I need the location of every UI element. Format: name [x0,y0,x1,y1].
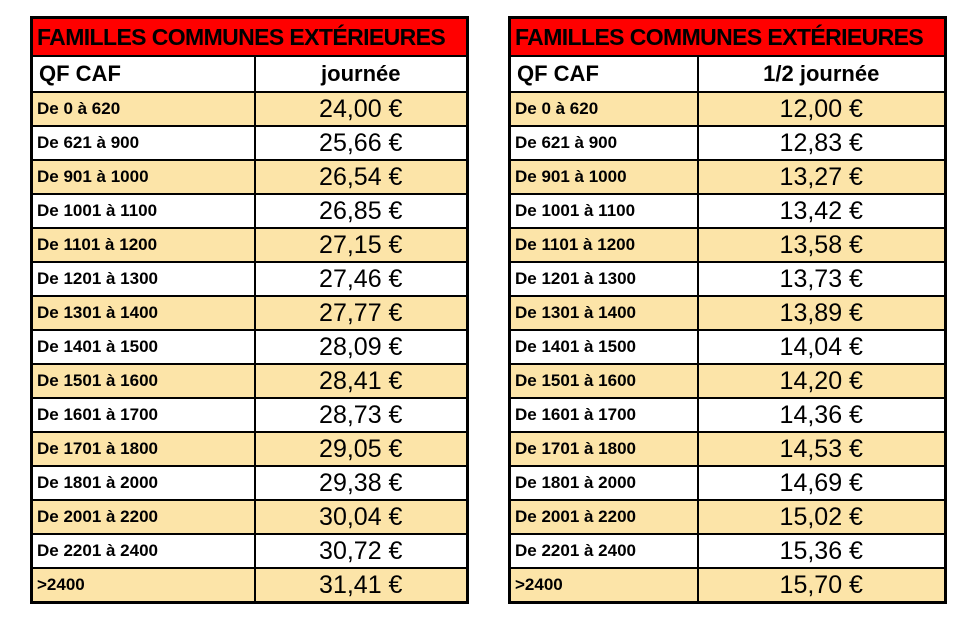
price-cell: 12,83 € [698,126,946,160]
qf-range-cell: De 901 à 1000 [510,160,698,194]
table-row [510,160,946,194]
table-row [510,432,946,466]
price-cell: 30,04 € [255,500,468,534]
price-cell: 28,41 € [255,364,468,398]
qf-range-cell: De 2001 à 2200 [510,500,698,534]
table-row [510,364,946,398]
qf-range-cell: De 1701 à 1800 [32,432,255,466]
qf-range-cell: De 1601 à 1700 [32,398,255,432]
column-header-qf-caf: QF CAF [510,56,698,92]
price-cell: 13,27 € [698,160,946,194]
table-row [32,160,468,194]
price-cell: 26,85 € [255,194,468,228]
tariff-table-demi-journee [508,16,947,604]
price-cell: 14,36 € [698,398,946,432]
table-row [510,194,946,228]
table-row [32,466,468,500]
qf-range-cell: De 1801 à 2000 [510,466,698,500]
price-cell: 27,77 € [255,296,468,330]
qf-range-cell: >2400 [510,568,698,603]
price-cell: 26,54 € [255,160,468,194]
price-cell: 14,20 € [698,364,946,398]
price-cell: 29,38 € [255,466,468,500]
qf-range-cell: De 1501 à 1600 [32,364,255,398]
table-row [510,568,946,603]
qf-range-cell: De 1201 à 1300 [510,262,698,296]
table-row [32,296,468,330]
price-cell: 14,69 € [698,466,946,500]
table-title-row [32,18,468,57]
qf-range-cell: De 2001 à 2200 [32,500,255,534]
price-cell: 15,36 € [698,534,946,568]
qf-range-cell: De 2201 à 2400 [510,534,698,568]
qf-range-cell: De 2201 à 2400 [32,534,255,568]
price-cell: 30,72 € [255,534,468,568]
qf-range-cell: De 1701 à 1800 [510,432,698,466]
table-row [510,500,946,534]
table-row [32,568,468,603]
price-cell: 25,66 € [255,126,468,160]
table-row [32,398,468,432]
table-row [32,534,468,568]
price-cell: 24,00 € [255,92,468,126]
table-row [510,296,946,330]
table-title-row [510,18,946,57]
table-row [510,534,946,568]
price-cell: 29,05 € [255,432,468,466]
qf-range-cell: De 1401 à 1500 [510,330,698,364]
table-row [510,262,946,296]
price-cell: 15,70 € [698,568,946,603]
price-cell: 27,46 € [255,262,468,296]
table-row [32,126,468,160]
table-row [510,92,946,126]
qf-range-cell: De 1501 à 1600 [510,364,698,398]
table-row [510,466,946,500]
table-row [32,330,468,364]
price-cell: 12,00 € [698,92,946,126]
tariff-table-journee [30,16,469,604]
table-row [32,500,468,534]
tariff-table-body [510,18,946,603]
table-header-row [32,56,468,92]
qf-range-cell: De 1301 à 1400 [510,296,698,330]
qf-range-cell: De 1101 à 1200 [32,228,255,262]
qf-range-cell: De 621 à 900 [510,126,698,160]
qf-range-cell: De 1401 à 1500 [32,330,255,364]
table-row [32,262,468,296]
column-header-qf-caf: QF CAF [32,56,255,92]
price-cell: 28,09 € [255,330,468,364]
price-cell: 28,73 € [255,398,468,432]
table-row [510,398,946,432]
price-cell: 13,89 € [698,296,946,330]
table-row [510,330,946,364]
price-cell: 13,58 € [698,228,946,262]
qf-range-cell: De 1801 à 2000 [32,466,255,500]
price-cell: 13,42 € [698,194,946,228]
price-cell: 15,02 € [698,500,946,534]
qf-range-cell: De 1001 à 1100 [510,194,698,228]
qf-range-cell: De 1201 à 1300 [32,262,255,296]
qf-range-cell: De 0 à 620 [32,92,255,126]
table-row [32,92,468,126]
column-header-demi-journee: 1/2 journée [698,56,946,92]
price-cell: 14,53 € [698,432,946,466]
table-row [510,228,946,262]
table-title: FAMILLES COMMUNES EXTÉRIEURES [32,18,468,57]
table-row [32,194,468,228]
qf-range-cell: De 901 à 1000 [32,160,255,194]
qf-range-cell: De 1301 à 1400 [32,296,255,330]
table-row [510,126,946,160]
qf-range-cell: De 1601 à 1700 [510,398,698,432]
price-cell: 14,04 € [698,330,946,364]
table-row [32,228,468,262]
table-row [32,432,468,466]
table-row [32,364,468,398]
qf-range-cell: >2400 [32,568,255,603]
qf-range-cell: De 1001 à 1100 [32,194,255,228]
tariff-table-body [32,18,468,603]
price-cell: 13,73 € [698,262,946,296]
table-title: FAMILLES COMMUNES EXTÉRIEURES [510,18,946,57]
table-header-row [510,56,946,92]
price-cell: 31,41 € [255,568,468,603]
qf-range-cell: De 0 à 620 [510,92,698,126]
qf-range-cell: De 621 à 900 [32,126,255,160]
price-cell: 27,15 € [255,228,468,262]
column-header-journee: journée [255,56,468,92]
qf-range-cell: De 1101 à 1200 [510,228,698,262]
